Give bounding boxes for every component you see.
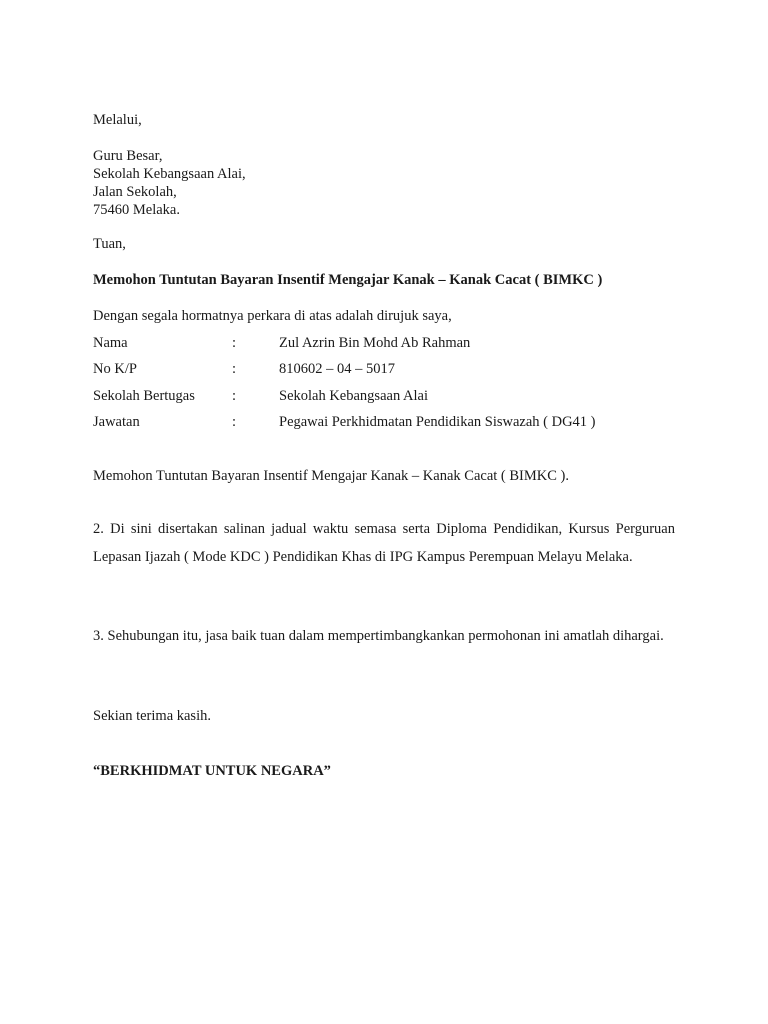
recipient-line-1: Guru Besar,: [93, 148, 163, 164]
details-value: Sekolah Kebangsaan Alai: [279, 388, 428, 404]
closing-text: Sekian terima kasih.: [93, 708, 211, 724]
details-value: Zul Azrin Bin Mohd Ab Rahman: [279, 335, 471, 351]
details-value: Pegawai Perkhidmatan Pendidikan Siswazah ( DG41 ): [279, 414, 596, 430]
paragraph-2: 2. Di sini disertakan salinan jadual waktu semasa serta Diploma Pendidikan, Kursus Perguruan Lepasan Ijazah ( Mode KDC ) Pendidikan Khas di IPG Kampus Perempuan Melayu Melaka.: [93, 521, 675, 565]
paragraph-3: 3. Sehubungan itu, jasa baik tuan dalam mempertimbangkankan permohonan ini amatlah dihargai.: [93, 628, 664, 644]
details-label: Jawatan: [93, 414, 140, 430]
details-label: No K/P: [93, 361, 137, 377]
details-colon: :: [232, 335, 237, 351]
motto: “BERKHIDMAT UNTUK NEGARA”: [93, 763, 331, 779]
intro-text: Dengan segala hormatnya perkara di atas adalah dirujuk saya,: [93, 308, 452, 324]
recipient-line-4: 75460 Melaka.: [93, 202, 180, 218]
request-text: Memohon Tuntutan Bayaran Insentif Mengajar Kanak – Kanak Cacat ( BIMKC ).: [93, 468, 569, 484]
details-colon: :: [232, 388, 237, 404]
details-colon: :: [232, 414, 237, 430]
recipient-line-2: Sekolah Kebangsaan Alai,: [93, 166, 246, 182]
recipient-line-3: Jalan Sekolah,: [93, 184, 177, 200]
subject-heading: Memohon Tuntutan Bayaran Insentif Mengajar Kanak – Kanak Cacat ( BIMKC ): [93, 272, 603, 288]
details-label: Sekolah Bertugas: [93, 388, 195, 404]
details-label: Nama: [93, 335, 128, 351]
details-colon: :: [232, 361, 237, 377]
salutation: Tuan,: [93, 236, 126, 252]
via-line: Melalui,: [93, 112, 142, 128]
details-value: 810602 – 04 – 5017: [279, 361, 395, 377]
